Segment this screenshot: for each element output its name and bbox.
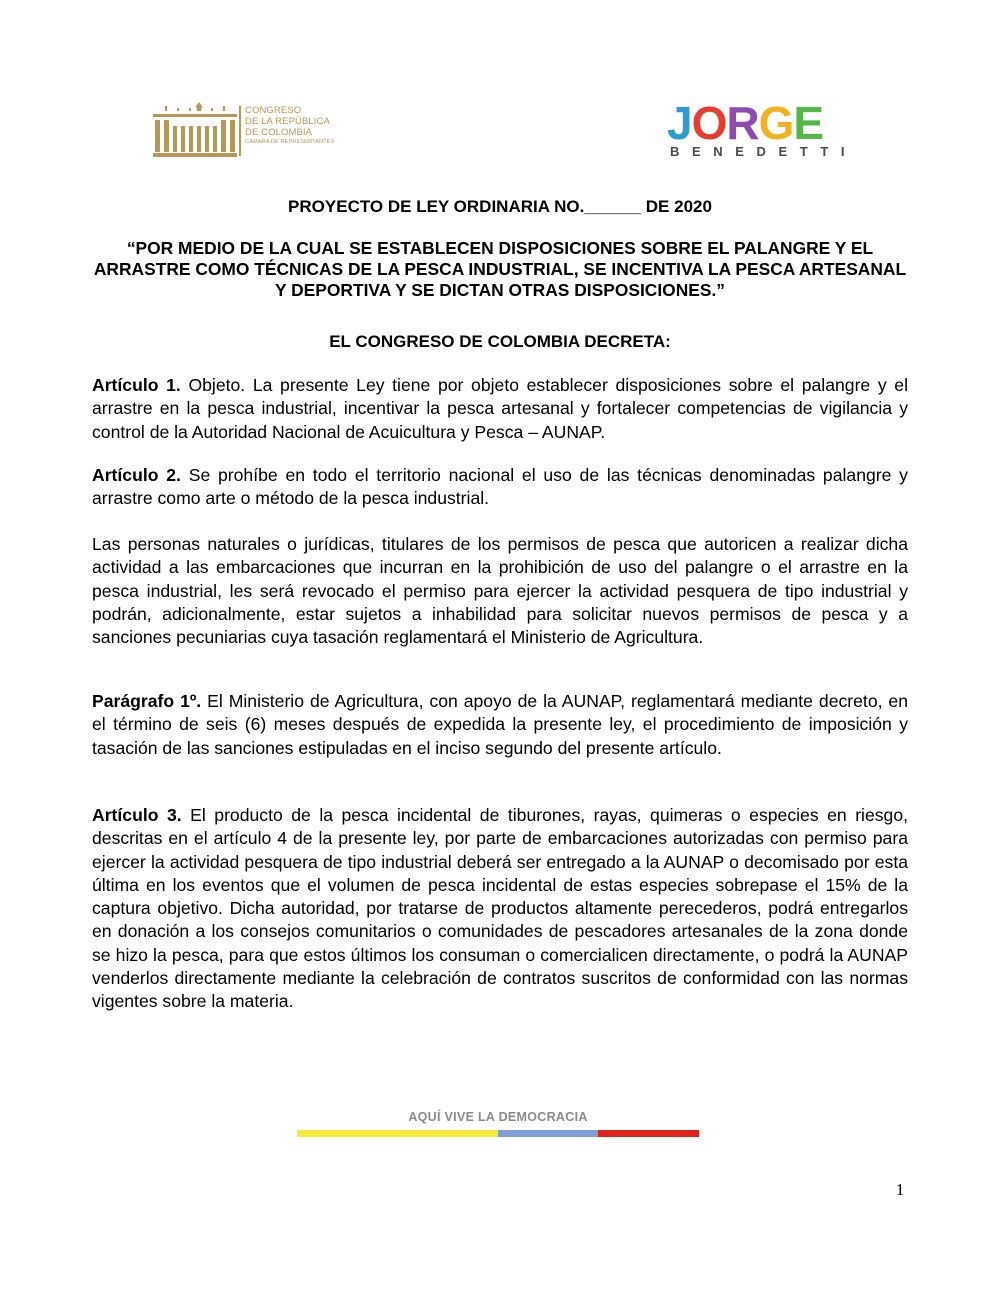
congress-logo-line1: CONGRESO xyxy=(245,105,302,116)
congress-logo-line2: DE LA REPÚBLICA xyxy=(245,116,330,127)
article-1 xyxy=(92,374,908,444)
article-label: Artículo 3. xyxy=(92,805,182,825)
jorge-benedetti-logo xyxy=(667,97,858,162)
article-2 xyxy=(92,464,908,511)
article-label: Artículo 2. xyxy=(92,465,181,485)
flag-stripe-red xyxy=(598,1130,699,1137)
page-number: 1 xyxy=(895,1180,905,1199)
decree-heading: EL CONGRESO DE COLOMBIA DECRETA: xyxy=(329,332,671,351)
benedetti-subtitle: BENEDETTI xyxy=(670,144,858,159)
paragraph-1 xyxy=(92,690,908,760)
capitol-building-icon xyxy=(153,102,237,158)
article-text: Objeto. La presente Ley tiene por objeto establecer disposiciones sobre el palangre y el arrastre en la pesca industrial, incentivar la pesca artesanal y fortalecer competencias de vigilancia y control de la Autoridad Nacional de Acuicultura y Pesca – AUNAP. xyxy=(92,375,909,442)
logo-divider xyxy=(239,106,241,156)
article-label: Artículo 1. xyxy=(92,375,181,395)
article-3 xyxy=(92,804,908,1014)
logo-letter: G xyxy=(758,97,794,149)
flag-stripe-blue xyxy=(498,1130,598,1137)
congress-logo-line4: CÁMARA DE REPRESENTANTES xyxy=(245,139,335,145)
article-2-clause xyxy=(92,533,908,649)
flag-stripe-yellow xyxy=(297,1130,498,1137)
footer-slogan: AQUÍ VIVE LA DEMOCRACIA xyxy=(408,1110,588,1124)
logo-letter: J xyxy=(667,97,692,149)
article-text: El producto de la pesca incidental de tiburones, rayas, quimeras o especies en riesgo, descritas en el artículo 4 de la presente ley, por parte de embarcaciones autorizadas con permiso para ejercer la actividad pesquera de tipo industrial deberá ser entregado a la AUNAP o decomisado por esta última en los eventos que el volumen de pesca incidental de estas especies sobrepase el 15% de la captura objetivo. Dicha autoridad, por tratarse de productos altamente perecederos, podrá entregarlos en donación a los consejos comunitarios o comunidades de pescadores artesanales de la zona donde se hizo la pesca, para que estos últimos los consuman o comercialicen directamente, o podrá la AUNAP venderlos directamente mediante la celebración de contratos suscritos de conformidad con las normas vigentes sobre la materia. xyxy=(92,805,908,1012)
article-label: Parágrafo 1º. xyxy=(92,691,202,711)
congress-logo-line3: DE COLOMBIA xyxy=(245,127,313,138)
congress-logo-text xyxy=(245,105,339,147)
document-title: PROYECTO DE LEY ORDINARIA NO.______ DE 2020 xyxy=(288,197,712,216)
article-text: El Ministerio de Agricultura, con apoyo de la AUNAP, reglamentará mediante decreto, en el término de seis (6) meses después de expedida la presente ley, el procedimiento de imposición y tasación de las sanciones estipuladas en el inciso segundo del presente artículo. xyxy=(92,691,909,758)
logo-letter: R xyxy=(726,97,759,149)
document-subtitle: “POR MEDIO DE LA CUAL SE ESTABLECEN DISPOSICIONES SOBRE EL PALANGRE Y EL ARRASTRE COMO TÉCNICAS DE LA PESCA INDUSTRIAL, SE INCENTIVA LA PESCA ARTESANAL Y DEPORTIVA Y SE DICTAN OTRAS DISPOSICIONES.” xyxy=(93,238,907,300)
article-text: Las personas naturales o jurídicas, titulares de los permisos de pesca que autoricen a realizar dicha actividad a las embarcaciones que incurran en la prohibición de uso del palangre o el arrastre en la pesca industrial, les será revocado el permiso para ejercer la actividad pesquera de tipo industrial y podrán, adicionalmente, estar sujetos a inhabilidad para solicitar nuevos permisos de pesca y a sanciones pecuniarias cuya tasación reglamentará el Ministerio de Agricultura. xyxy=(92,534,908,648)
article-text: Se prohíbe en todo el territorio nacional el uso de las técnicas denominadas palangre y arrastre como arte o método de la pesca industrial. xyxy=(92,465,908,509)
jorge-wordmark xyxy=(667,97,824,149)
congress-logo xyxy=(153,102,338,158)
logo-letter: O xyxy=(691,97,727,149)
logo-letter: E xyxy=(793,97,824,149)
